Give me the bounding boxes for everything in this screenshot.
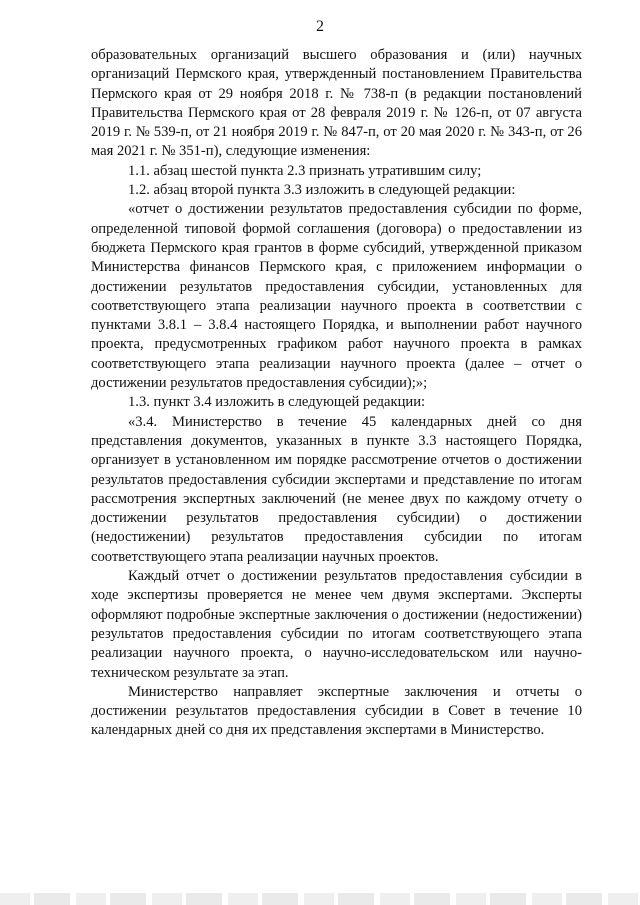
page-number: 2 <box>316 18 324 35</box>
paragraph-clause-3-4: «3.4. Министерство в течение 45 календарных дней со дня представления документов, указанных в пункте 3.3 настоящего Порядка, организует в установленном им порядке рассмотрение отчетов о достижении результатов предоставления субсидии экспертами и представление по итогам рассмотрения экспертных заключений (не менее двух по каждому отчету о достижении результатов предоставления субсидии) о достижении (недостижении) результатов предоставления субсидии по итогам соответствующего этапа реализации научных проектов. <box>91 413 582 565</box>
paragraph-item-1-1: 1.1. абзац шестой пункта 2.3 признать утратившим силу; <box>128 162 482 179</box>
paragraph-expert-review: Каждый отчет о достижении результатов предоставления субсидии в ходе экспертизы проверяется не менее чем двумя экспертами. Эксперты оформляют подробные экспертные заключения о достижении (недостижении) результатов предоставления субсидии по итогам соответствующего этапа реализации научного проекта, о научно-исследовательском или научно-техническом результате за этап. <box>91 568 582 681</box>
paragraph-report-definition: «отчет о достижении результатов предоставления субсидии по форме, определенной типовой формой соглашения (договора) о предоставлении из бюджета Пермского края грантов в форме субсидий, утвержденной приказом Министерства финансов Пермского края, с приложением информации о достижении результатов предоставления субсидии, установленных для соответствующего этапа реализации научного проекта в соответствии с пунктами 3.8.1 – 3.8.4 настоящего Порядка, и выполнении работ научного проекта, предусмотренных графиком работ научного проекта в рамках соответствующего этапа реализации научного проекта (далее – отчет о достижении результатов предоставления субсидии);»; <box>91 201 582 392</box>
document-body <box>91 46 582 741</box>
paragraph-ministry-submission: Министерство направляет экспертные заключения и отчеты о достижении результатов предоставления субсидии в Совет в течение 10 календарных дней со дня их представления экспертами в Министерство. <box>91 683 582 739</box>
paragraph-item-1-2: 1.2. абзац второй пункта 3.3 изложить в следующей редакции: <box>128 182 516 199</box>
paragraph-item-1-3: 1.3. пункт 3.4 изложить в следующей редакции: <box>128 394 426 411</box>
paragraph-intro: образовательных организаций высшего образования и (или) научных организаций Пермского края, утвержденный постановлением Правительства Пермского края от 29 ноября 2018 г. № 738-п (в редакции постановлений Правительства Пермского края от 28 февраля 2019 г. № 126-п, от 07 августа 2019 г. № 539-п, от 21 ноября 2019 г. № 847-п, от 20 мая 2020 г. № 343-п, от 26 мая 2021 г. № 351-п), следующие изменения: <box>91 47 582 160</box>
scan-bottom-edge <box>0 893 640 905</box>
